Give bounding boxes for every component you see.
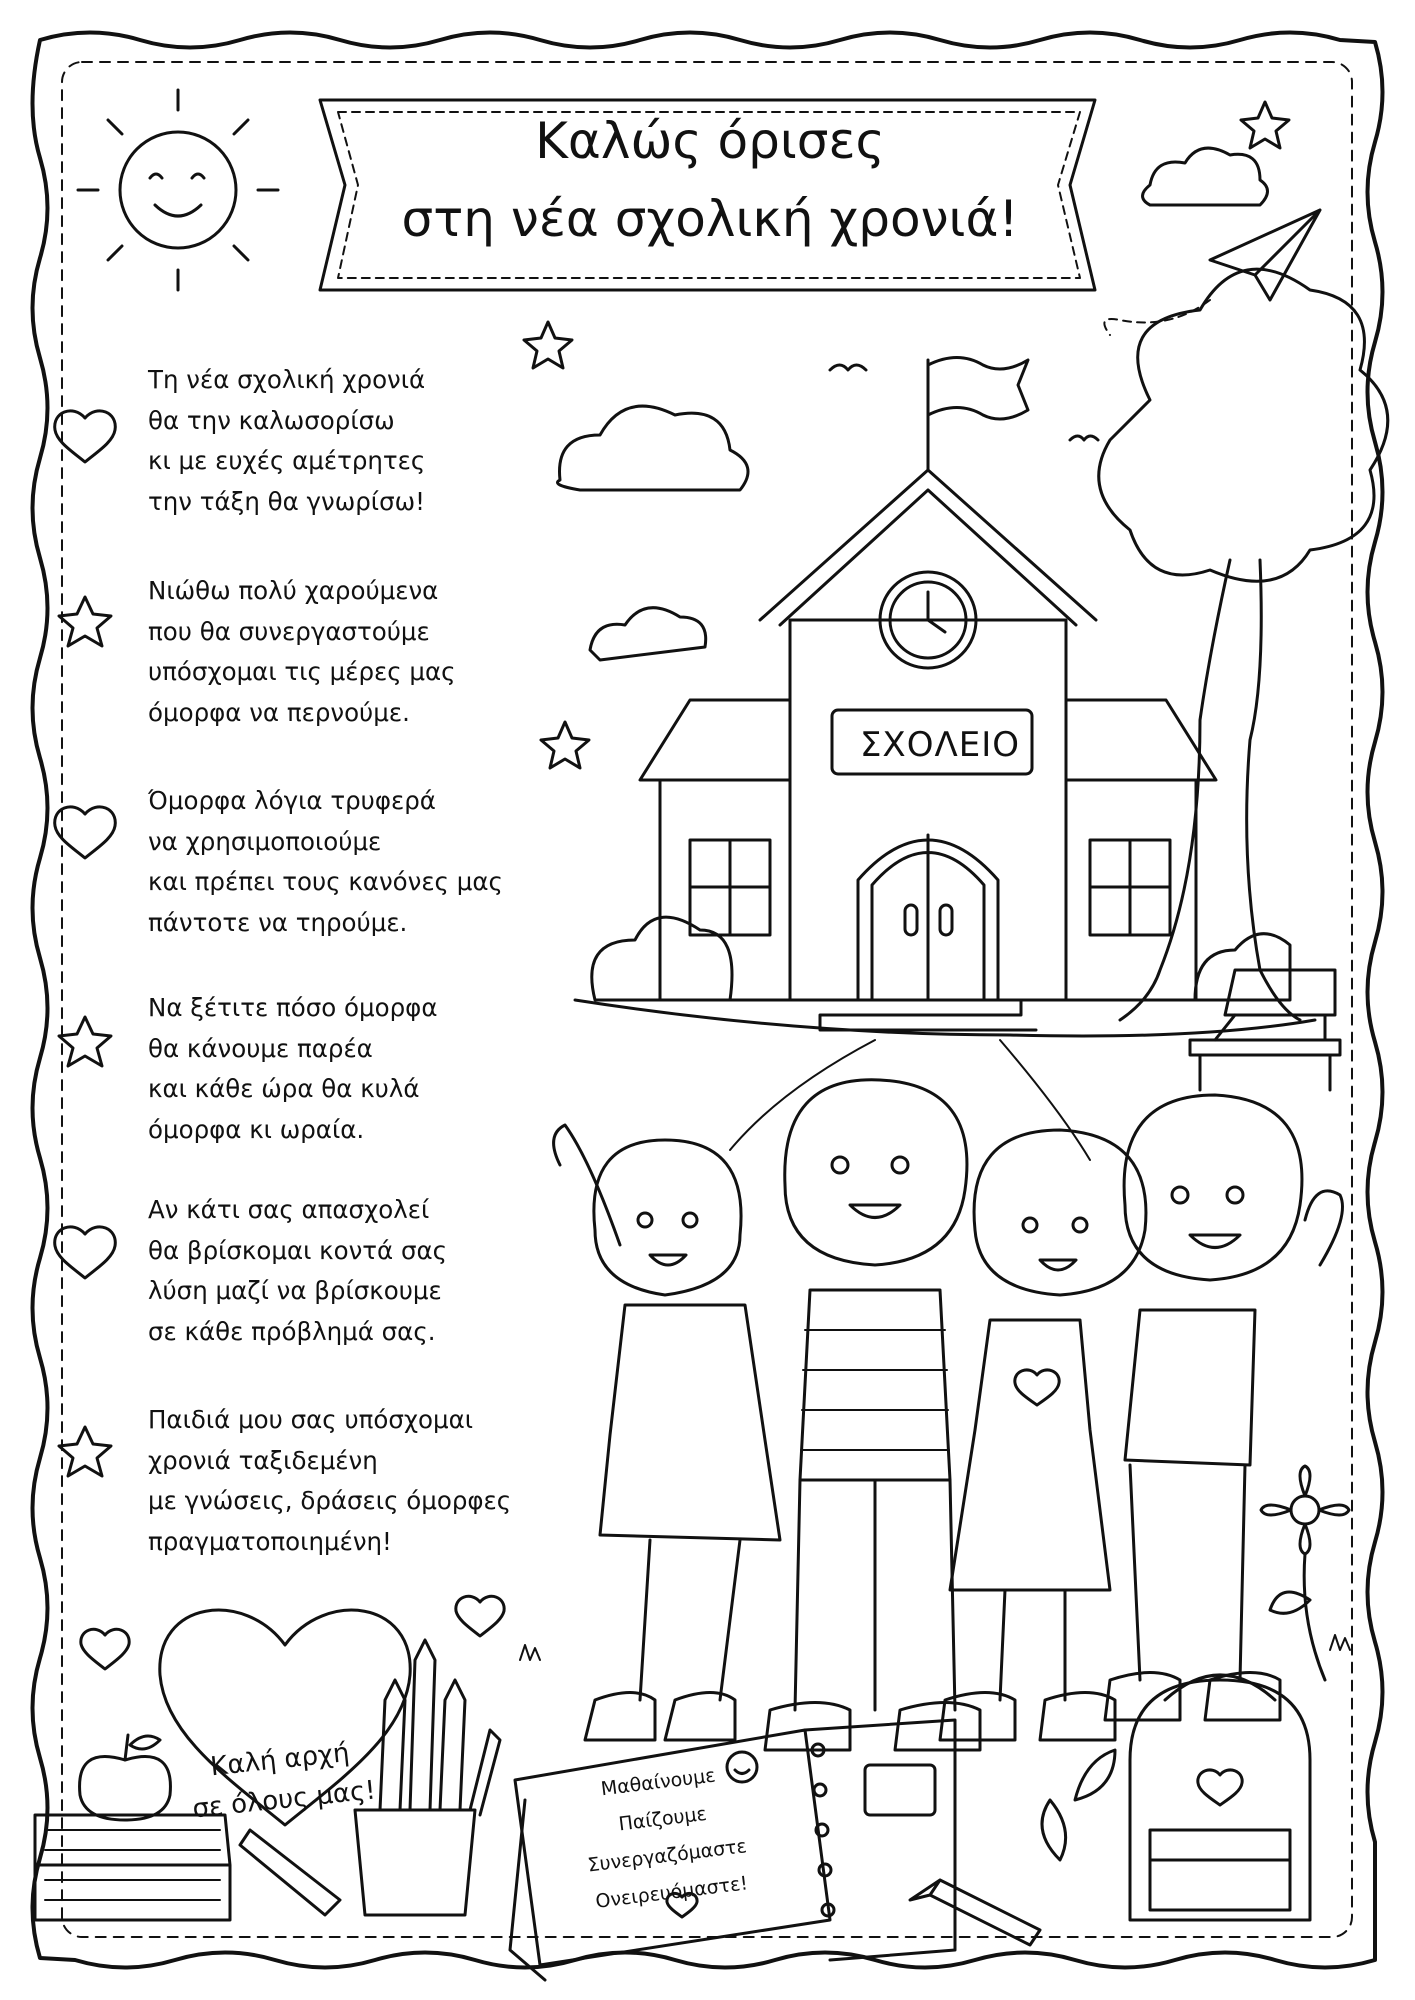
poem-stanza [148, 360, 588, 522]
poem-line: θα βρίσκομαι κοντά σας [148, 1235, 448, 1265]
school-sign: ΣΧΟΛΕΙΟ [859, 725, 1021, 765]
poem-line: την τάξη θα γνωρίσω! [148, 486, 425, 516]
star-icon [59, 1427, 111, 1476]
cloud-icon [590, 608, 706, 660]
poem-line: λύση μαζί να βρίσκουμε [148, 1276, 442, 1305]
poem-line: Νιώθω πολύ χαρούμενα [148, 576, 439, 605]
poem-line: χρονιά ταξιδεμένη [148, 1445, 378, 1475]
star-icon [59, 597, 111, 646]
heart-icon [81, 1629, 129, 1669]
poem-line: πάντοτε να τηρούμε. [148, 907, 408, 937]
notebook-line: Ονειρευόμαστε! [594, 1872, 750, 1913]
bird-icon [1070, 436, 1098, 440]
poem-line: Αν κάτι σας απασχολεί [148, 1195, 430, 1224]
poem-line: πραγματοποιημένη! [148, 1526, 392, 1556]
bush-icon [1195, 934, 1290, 1000]
heart-icon [1015, 1370, 1059, 1405]
leaf-icon [1042, 1750, 1115, 1860]
tree-icon [1099, 269, 1388, 1020]
grass-icon [1330, 1635, 1350, 1650]
heart-icon [55, 411, 116, 462]
poem-line: να χρησιμοποιούμε [148, 826, 382, 856]
notebook-line: Συνεργαζόμαστε [586, 1835, 748, 1877]
school-building [640, 358, 1216, 1031]
bush-icon [592, 917, 732, 1000]
poem-stanza [148, 781, 588, 943]
children-group [554, 1080, 1343, 1750]
heart-icon [456, 1596, 504, 1636]
notebook-line: Μαθαίνουμε [599, 1764, 717, 1801]
poem-line: όμορφα να περνούμε. [148, 697, 410, 727]
stanza-icons [55, 411, 116, 1476]
notebook-line: Παίζουμε [617, 1802, 708, 1836]
star-icon [1241, 102, 1289, 148]
poem-line: σε κάθε πρόβλημά σας. [148, 1316, 436, 1346]
heart-icon [55, 1227, 116, 1278]
heart-icon [1198, 1770, 1242, 1805]
flower-icon [1261, 1466, 1349, 1680]
bench-icon [1190, 970, 1340, 1090]
poem-line: κι με ευχές αμέτρητες [148, 446, 426, 475]
poem-line: όμορφα κι ωραία. [148, 1114, 365, 1144]
poem-stanza [148, 1190, 588, 1352]
poem-line: και πρέπει τους κανόνες μας [148, 867, 503, 896]
poem-line: και κάθε ώρα θα κυλά [148, 1074, 420, 1103]
page-title-line-1: Καλώς όρισες [535, 112, 885, 170]
heart-message-line: σε όλους μας! [191, 1775, 378, 1825]
bird-icon [830, 365, 866, 370]
paper-plane-icon [1104, 210, 1320, 335]
poem-line: Τη νέα σχολική χρονιά [148, 365, 426, 394]
poem-line: Παιδιά μου σας υπόσχομαι [148, 1405, 474, 1434]
poem-line: Να ξέτιτε πόσο όμορφα [148, 993, 438, 1022]
heart-icon [55, 807, 116, 858]
page-title-line-2: στη νέα σχολική χρονιά! [401, 190, 1019, 248]
poem-line: Όμορφα λόγια τρυφερά [148, 786, 436, 815]
poem-line: θα κάνουμε παρέα [148, 1033, 373, 1063]
poem-stanza [148, 1400, 588, 1562]
poem-stanza [148, 988, 588, 1150]
grass-icon [520, 1645, 540, 1660]
backpack-icon [1130, 1675, 1310, 1920]
heart-message-line: Καλή αρχή [208, 1737, 351, 1783]
star-icon [59, 1017, 111, 1066]
poem-line: υπόσχομαι τις μέρες μας [148, 657, 456, 686]
path-line [730, 1040, 1090, 1160]
sun-icon [78, 90, 278, 290]
cloud-icon [1143, 148, 1268, 205]
poem-line: θα την καλωσορίσω [148, 405, 395, 435]
poem-stanza [148, 571, 588, 733]
notebook-text [532, 1749, 798, 1926]
poem-line: με γνώσεις, δράσεις όμορφες [148, 1486, 512, 1515]
poem-line: που θα συνεργαστούμε [148, 616, 430, 646]
